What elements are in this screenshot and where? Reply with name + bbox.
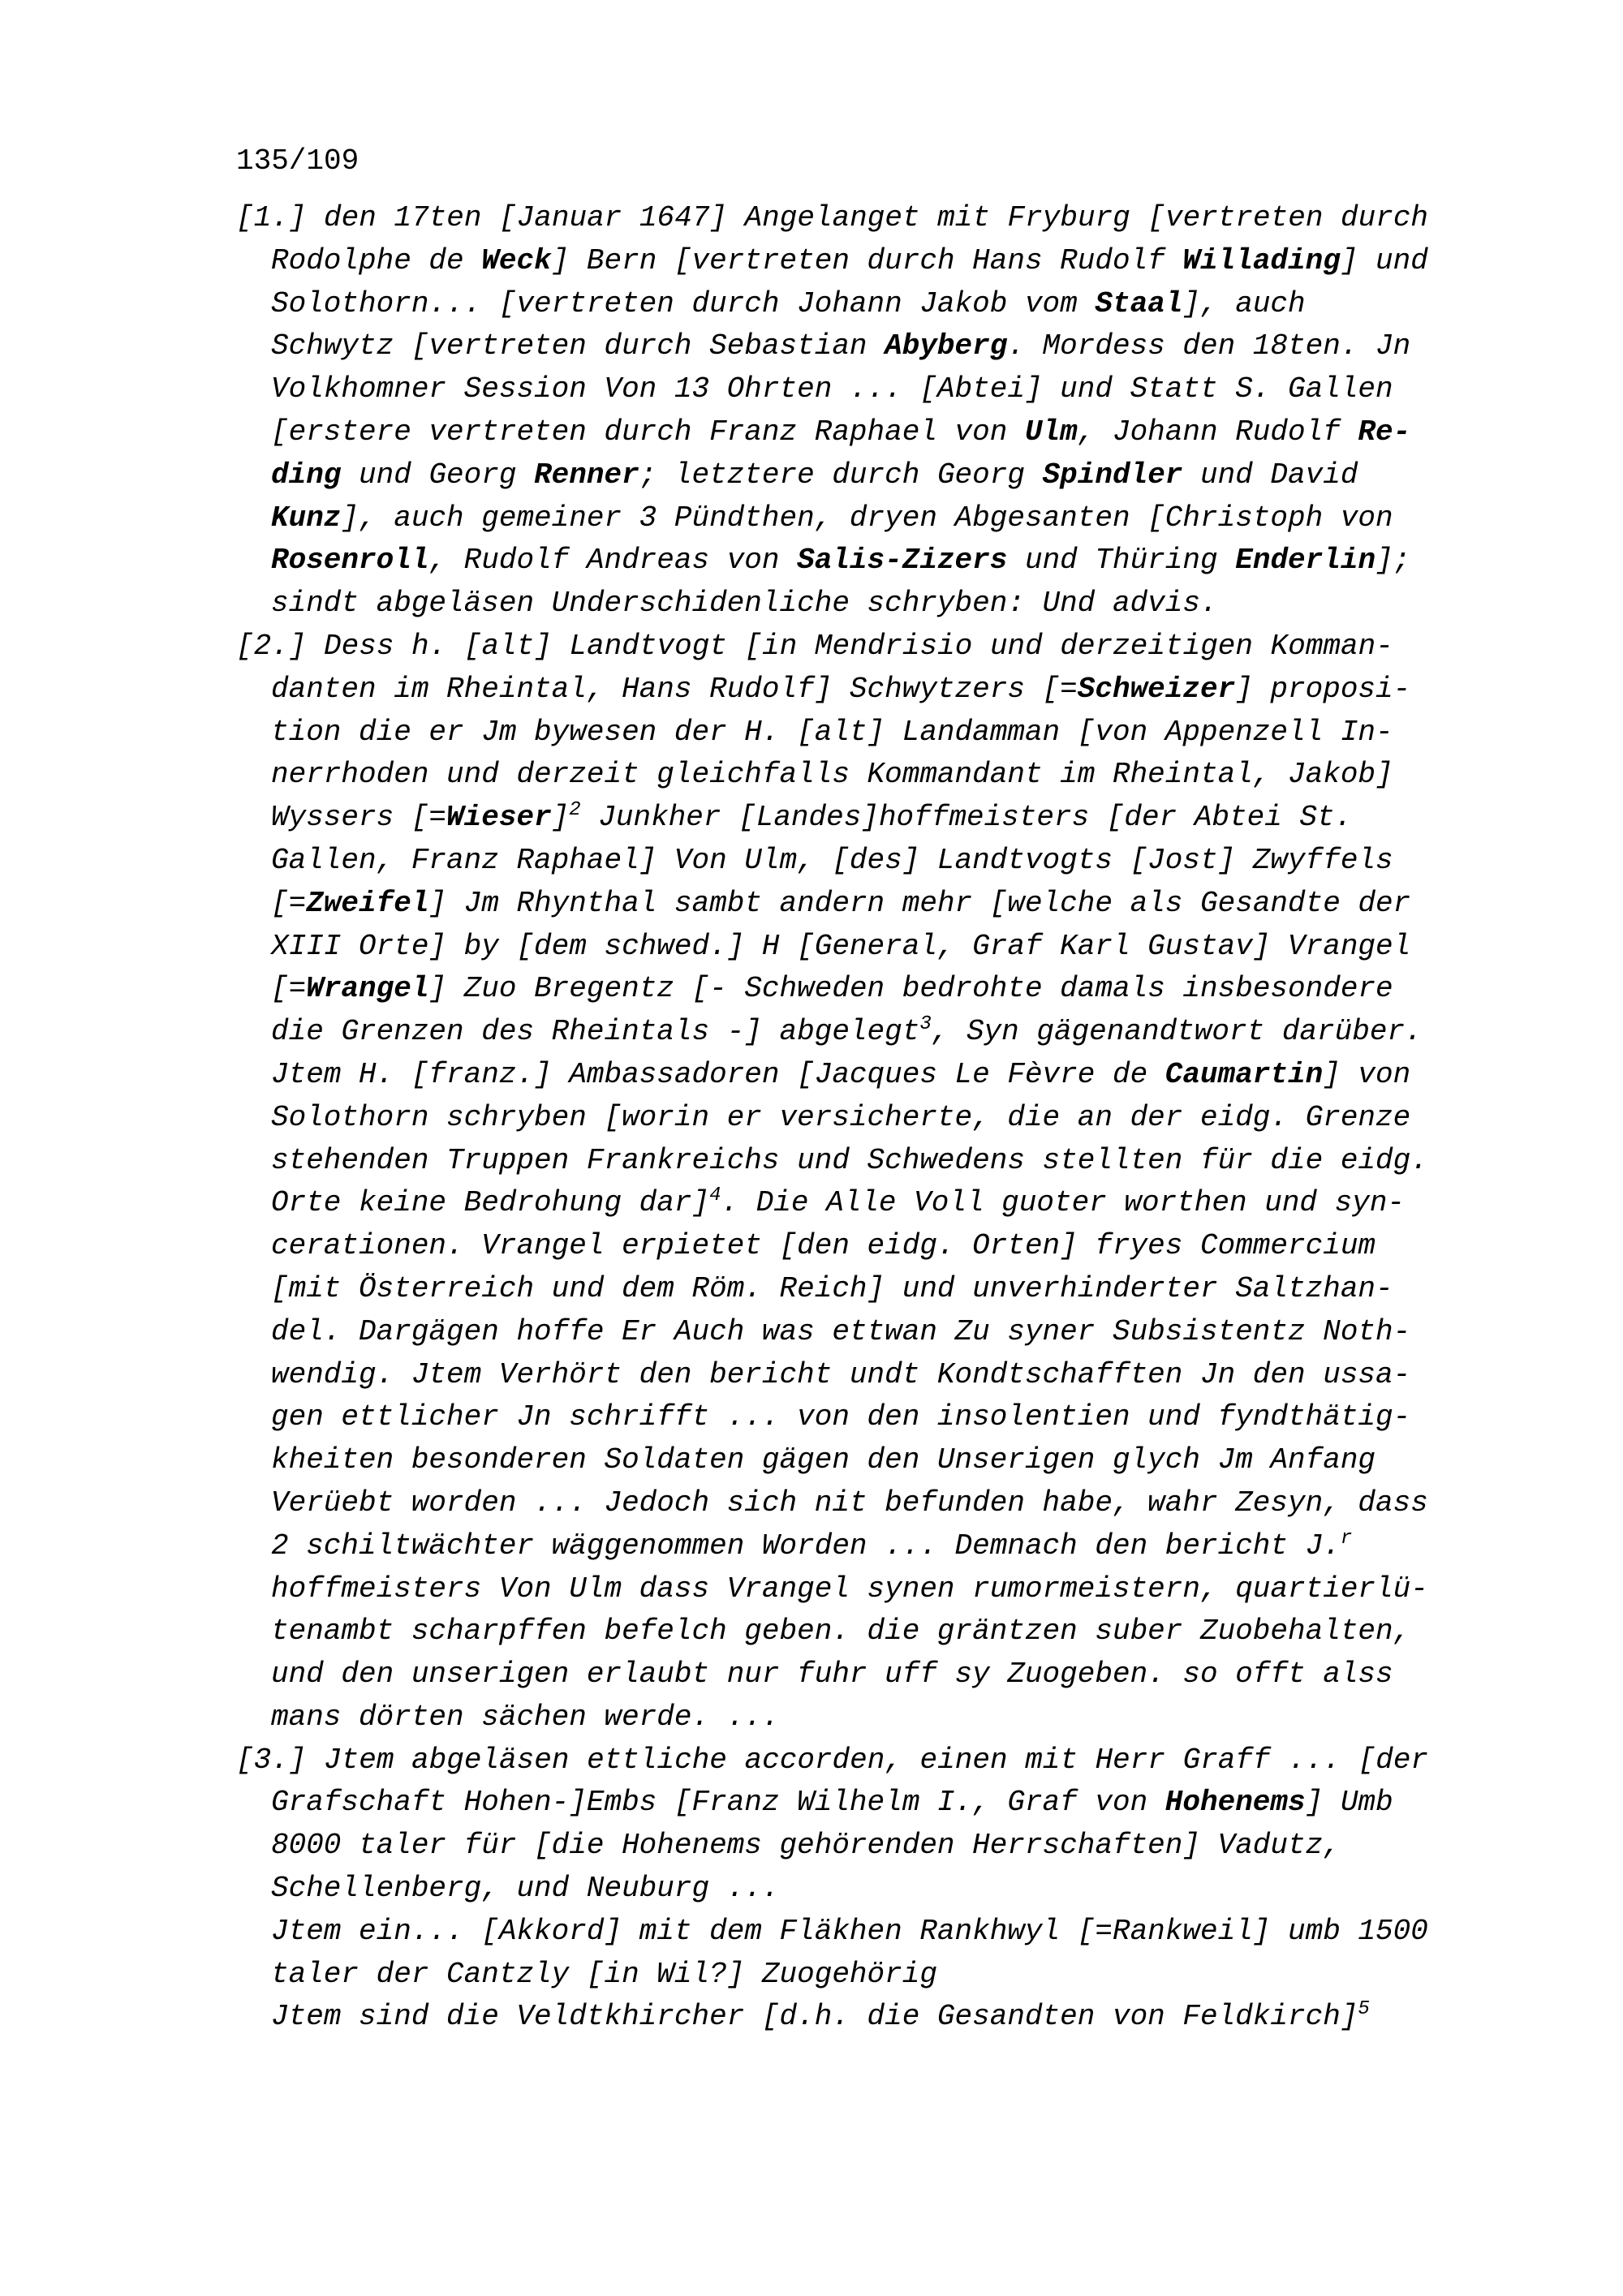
bold-name: Hohenems [1165, 1786, 1306, 1820]
bold-name: Wrangel [306, 972, 429, 1006]
footnote-marker: 4 [709, 1185, 721, 1207]
text-run: Junkher [Landes]hoffmeisters [der Abtei St. [580, 801, 1353, 835]
bold-name: Ulm [1024, 415, 1078, 449]
text-line [236, 1782, 1428, 1825]
text-run: Solothorn schryben [worin er versicherte, die an der eidg. Grenze [271, 1100, 1411, 1134]
footnote-marker: 2 [569, 799, 581, 822]
text-line [236, 1825, 1428, 1868]
document-body [236, 197, 1428, 2039]
bold-name: Abyberg [885, 329, 1008, 363]
text-line [236, 926, 1428, 969]
text-line [236, 754, 1428, 797]
text-run: Grafschaft Hohen-]Embs [Franz Wilhelm I., Graf von [271, 1786, 1165, 1820]
text-run: . Die Alle Voll guoter worthen und syn- [721, 1186, 1406, 1220]
text-run: 2 schiltwächter wäggenommen Worden ... Demnach den bericht J. [271, 1529, 1341, 1563]
bold-name: Wieser [446, 801, 552, 835]
text-run: [1.] den 17ten [Januar 1647] Angelanget mit Fryburg [vertreten durch [236, 201, 1429, 234]
text-line [236, 1568, 1428, 1611]
text-line [236, 1911, 1428, 1954]
paragraph-1 [236, 197, 1428, 626]
text-run: sindt abgeläsen Underschidenliche schryben: Und advis. [271, 587, 1218, 621]
text-line [236, 240, 1428, 283]
text-line [236, 1439, 1428, 1482]
text-run: Schwytz [vertreten durch Sebastian [271, 329, 885, 363]
text-line [236, 1653, 1428, 1696]
text-run: Orte keine Bedrohung dar] [271, 1186, 710, 1220]
text-run: und Thüring [1007, 544, 1236, 578]
text-run: und David [1182, 458, 1358, 492]
text-run: danten im Rheintal, Hans Rudolf] Schwytzers [= [271, 672, 1078, 706]
text-line [236, 454, 1428, 497]
text-line [236, 325, 1428, 368]
text-run: die Grenzen des Rheintals -] abgelegt [271, 1015, 920, 1049]
text-line [236, 1140, 1428, 1183]
text-line [236, 1054, 1428, 1097]
text-run: ] proposi- [1235, 672, 1411, 706]
bold-name: Zweifel [306, 886, 429, 920]
bold-name: Rosenroll [271, 544, 429, 578]
bold-name: Willading [1182, 243, 1341, 277]
text-line [236, 197, 1428, 240]
text-run: Jtem ein... [Akkord] mit dem Fläkhen Rankhwyl [=Rankweil] umb 1500 [271, 1914, 1428, 1948]
text-run: hoffmeisters Von Ulm dass Vrangel synen rumormeistern, quartierlü- [271, 1572, 1428, 1606]
text-run: und den unserigen erlaubt nur fuhr uff sy Zuogeben. so offt alss [271, 1658, 1393, 1692]
text-run: Verüebt worden ... Jedoch sich nit befunden habe, wahr Zesyn, dass [271, 1486, 1428, 1520]
bold-name: ding [271, 458, 342, 492]
text-run: Wyssers [= [271, 801, 447, 835]
text-line [236, 583, 1428, 626]
text-run: tenambt scharpffen befelch geben. die gräntzen suber Zuobehalten, [271, 1615, 1411, 1649]
paragraph-2 [236, 626, 1428, 1739]
text-line [236, 669, 1428, 712]
text-line [236, 1482, 1428, 1525]
text-line [236, 1954, 1428, 1997]
text-run: kheiten besonderen Soldaten gägen den Unserigen glych Jm Anfang [271, 1443, 1376, 1477]
text-run: ] Bern [vertreten durch Hans Rudolf [551, 243, 1183, 277]
text-run: . Mordess den 18ten. Jn [1007, 329, 1411, 363]
text-run: mans dörten sächen werde. ... [271, 1700, 780, 1734]
text-line [236, 840, 1428, 883]
text-run: cerationen. Vrangel erpietet [den eidg. Orten] fryes Commercium [271, 1229, 1376, 1263]
text-run: tion die er Jm bywesen der H. [alt] Landamman [von Appenzell In- [271, 715, 1393, 749]
text-run: ] [551, 801, 570, 835]
footnote-marker: r [1340, 1527, 1353, 1550]
text-line [236, 1610, 1428, 1653]
bold-name: Caumartin [1165, 1057, 1324, 1091]
bold-name: Schweizer [1077, 672, 1236, 706]
bold-name: Weck [481, 243, 552, 277]
text-line [236, 1011, 1428, 1054]
text-run: , Syn gägenandtwort darüber. [931, 1015, 1423, 1049]
text-line [236, 883, 1428, 926]
text-run: ; letztere durch Georg [639, 458, 1043, 492]
text-run: ] von [1323, 1057, 1411, 1091]
text-run: [= [271, 972, 307, 1006]
text-line [236, 1996, 1428, 2039]
bold-name: Re- [1358, 415, 1411, 449]
text-run: ] Jm Rhynthal sambt andern mehr [welche als Gesandte der [428, 886, 1411, 920]
text-line [236, 626, 1428, 669]
text-run: XIII Orte] by [dem schwed.] H [General, Graf Karl Gustav] Vrangel [271, 929, 1411, 963]
text-run: Rodolphe de [271, 243, 482, 277]
text-run: ] Zuo Bregentz [- Schweden bedrohte damals insbesondere [428, 972, 1393, 1006]
text-run: [2.] Dess h. [alt] Landtvogt [in Mendrisio und derzeitigen Komman- [236, 629, 1393, 663]
text-run: Schellenberg, und Neuburg ... [271, 1872, 780, 1906]
text-line [236, 1311, 1428, 1354]
text-line [236, 1739, 1428, 1782]
text-line [236, 1268, 1428, 1311]
text-run: Jtem H. [franz.] Ambassadoren [Jacques Le Fèvre de [271, 1057, 1165, 1091]
text-line [236, 797, 1428, 840]
text-line [236, 1097, 1428, 1140]
text-run: , Johann Rudolf [1077, 415, 1358, 449]
text-run: del. Dargägen hoffe Er Auch was ettwan Zu syner Subsistentz Noth- [271, 1314, 1411, 1348]
text-run: [erstere vertreten durch Franz Raphael von [271, 415, 1025, 449]
text-line [236, 712, 1428, 755]
text-line [236, 283, 1428, 326]
text-run: , Rudolf Andreas von [428, 544, 798, 578]
text-line [236, 1696, 1428, 1739]
text-run: [3.] Jtem abgeläsen ettliche accorden, einen mit Herr Graff ... [der [236, 1743, 1429, 1777]
text-run: gen ettlicher Jn schrifft ... von den insolentien und fyndthätig- [271, 1400, 1411, 1434]
text-line [236, 1354, 1428, 1397]
text-line [236, 1868, 1428, 1911]
text-run: 8000 taler für [die Hohenems gehörenden Herrschaften] Vadutz, [271, 1829, 1341, 1863]
text-run: taler der Cantzly [in Wil?] Zuogehörig [271, 1957, 937, 1991]
text-line [236, 1225, 1428, 1268]
text-run: ]; [1375, 544, 1411, 578]
footnote-marker: 3 [919, 1013, 932, 1036]
bold-name: Staal [1095, 286, 1183, 320]
bold-name: Enderlin [1235, 544, 1376, 578]
text-run: ] Umb [1305, 1786, 1393, 1820]
bold-name: Renner [534, 458, 639, 492]
text-run: ], auch [1182, 286, 1306, 320]
text-line [236, 411, 1428, 454]
text-run: [= [271, 886, 307, 920]
footnote-marker: 5 [1358, 1998, 1370, 2021]
text-run: Jtem sind die Veldtkhircher [d.h. die Gesandten von Feldkirch] [271, 2000, 1358, 2034]
text-run: und Georg [341, 458, 535, 492]
text-run: wendig. Jtem Verhört den bericht undt Kondtschafften Jn den ussa- [271, 1357, 1411, 1391]
text-run: ] und [1340, 243, 1428, 277]
text-run: stehenden Truppen Frankreichs und Schwedens stellten für die eidg. [271, 1143, 1428, 1177]
text-line [236, 1396, 1428, 1439]
text-line [236, 1182, 1428, 1225]
text-run: nerrhoden und derzeit gleichfalls Kommandant im Rheintal, Jakob] [271, 758, 1393, 792]
text-line [236, 1525, 1428, 1568]
text-run: ], auch gemeiner 3 Pündthen, dryen Abgesanten [Christoph von [341, 501, 1393, 535]
text-line [236, 368, 1428, 411]
text-run: Gallen, Franz Raphael] Von Ulm, [des] Landtvogts [Jost] Zwyffels [271, 843, 1393, 877]
paragraph-3 [236, 1739, 1428, 2040]
bold-name: Spindler [1042, 458, 1183, 492]
text-line [236, 968, 1428, 1011]
text-run: [mit Österreich und dem Röm. Reich] und unverhinderter Saltzhan- [271, 1271, 1393, 1305]
text-line [236, 540, 1428, 583]
page-number: 135/109 [236, 144, 359, 178]
text-run: Solothorn... [vertreten durch Johann Jakob vom [271, 286, 1096, 320]
text-line [236, 497, 1428, 540]
text-run: Volkhomner Session Von 13 Ohrten ... [Abtei] und Statt S. Gallen [271, 372, 1393, 406]
bold-name: Salis-Zizers [797, 544, 1008, 578]
bold-name: Kunz [271, 501, 342, 535]
